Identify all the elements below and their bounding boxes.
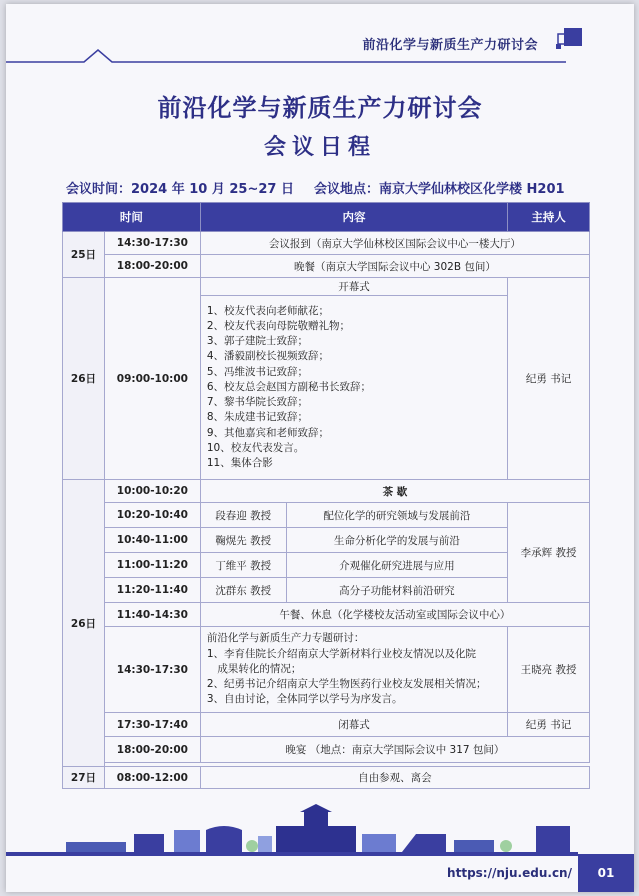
meeting-time <box>66 178 294 197</box>
header-time: 时间 <box>63 203 201 232</box>
time-cell: 14:30-17:30 <box>104 627 200 713</box>
list-item: 成果转化的情况； <box>206 662 302 675</box>
time-cell: 11:00-11:20 <box>104 553 200 578</box>
time-cell: 14:30-17:30 <box>104 232 200 255</box>
table-row <box>63 480 590 503</box>
time-cell: 18:00-20:00 <box>104 255 200 278</box>
topic-cell: 介观催化研究进展与应用 <box>286 553 507 578</box>
list-item: 8、朱成建书记致辞； <box>206 411 309 424</box>
meeting-place-value: 南京大学仙林校区化学楼 H201 <box>379 182 565 197</box>
table-row <box>63 503 590 528</box>
table-row <box>63 255 590 278</box>
speaker-cell: 鞠熀先 教授 <box>200 528 286 553</box>
meeting-place-label: 会议地点： <box>314 182 380 197</box>
table-row <box>63 713 590 737</box>
opening-ceremony-heading: 开幕式 <box>200 278 507 296</box>
opening-ceremony-list <box>200 296 507 480</box>
table-header-row <box>63 203 590 232</box>
list-item: 3、郭子建院士致辞； <box>206 335 309 348</box>
content-cell: 闭幕式 <box>200 713 507 737</box>
speaker-cell: 沈群东 教授 <box>200 578 286 603</box>
day-cell: 27日 <box>63 767 105 789</box>
time-cell: 11:40-14:30 <box>104 603 200 627</box>
page-subtitle: 会议日程 <box>263 135 376 160</box>
list-item: 1、李育佳院长介绍南京大学新材料行业校友情况以及化院 <box>206 647 477 660</box>
host-cell: 李承辉 教授 <box>508 503 590 603</box>
footer-url-link[interactable]: https://nju.edu.cn/ <box>447 866 572 880</box>
content-cell: 茶 歇 <box>200 480 589 503</box>
list-item: 前沿化学与新质生产力专题研讨： <box>206 632 365 645</box>
day-cell: 25日 <box>63 232 105 278</box>
header-decoration-line <box>6 48 634 68</box>
day-cell: 26日 <box>63 278 105 480</box>
table-row <box>63 737 590 763</box>
list-item: 5、冯维波书记致辞； <box>206 365 309 378</box>
list-item: 6、校友总会赵国方副秘书长致辞； <box>206 380 372 393</box>
host-cell: 王晓亮 教授 <box>508 627 590 713</box>
meeting-place <box>314 178 565 197</box>
content-cell: 自由参观、离会 <box>200 767 589 789</box>
meeting-time-label: 会议时间： <box>66 182 132 197</box>
header-logo-icon <box>556 26 584 52</box>
meeting-time-value: 2024 年 10 月 25~27 日 <box>131 182 294 197</box>
topic-cell: 生命分析化学的发展与前沿 <box>286 528 507 553</box>
list-item: 1、校友代表向老师献花； <box>206 304 330 317</box>
content-cell: 午餐、休息（化学楼校友活动室或国际会议中心） <box>200 603 589 627</box>
list-item: 10、校友代表发言。 <box>206 441 305 454</box>
time-cell: 09:00-10:00 <box>104 278 200 480</box>
speaker-cell: 丁维平 教授 <box>200 553 286 578</box>
host-cell: 纪勇 书记 <box>508 713 590 737</box>
seminar-list <box>200 627 507 713</box>
time-cell: 11:20-11:40 <box>104 578 200 603</box>
table-row <box>63 767 590 789</box>
host-cell: 纪勇 书记 <box>508 278 590 480</box>
document-page <box>6 4 634 892</box>
time-cell: 18:00-20:00 <box>104 737 200 763</box>
time-cell: 10:40-11:00 <box>104 528 200 553</box>
list-item: 2、纪勇书记介绍南京大学生物医药行业校友发展相关情况； <box>206 678 487 691</box>
header-content: 内容 <box>200 203 507 232</box>
time-cell: 10:00-10:20 <box>104 480 200 503</box>
table-row <box>63 603 590 627</box>
list-item: 3、自由讨论，全体同学以学号为序发言。 <box>206 693 403 706</box>
table-row <box>63 232 590 255</box>
time-cell: 08:00-12:00 <box>104 767 200 789</box>
speaker-cell: 段春迎 教授 <box>200 503 286 528</box>
day-cell: 26日 <box>63 480 105 767</box>
list-item: 7、黎书华院长致辞； <box>206 396 309 409</box>
time-cell: 17:30-17:40 <box>104 713 200 737</box>
page-title: 前沿化学与新质生产力研讨会 <box>157 94 483 122</box>
list-item: 11、集体合影 <box>206 456 273 469</box>
table-row <box>63 627 590 713</box>
footer-strip <box>6 852 578 856</box>
page-number: 01 <box>578 854 634 892</box>
list-item: 9、其他嘉宾和老师致辞； <box>206 426 330 439</box>
topic-cell: 高分子功能材料前沿研究 <box>286 578 507 603</box>
header-brand-title: 前沿化学与新质生产力研讨会 <box>362 38 538 53</box>
table-row <box>63 278 590 296</box>
content-cell: 会议报到（南京大学仙林校区国际会议中心一楼大厅） <box>200 232 589 255</box>
content-cell: 晚餐（南京大学国际会议中心 302B 包间） <box>200 255 589 278</box>
content-cell: 晚宴 （地点：南京大学国际会议中 317 包间） <box>200 737 589 763</box>
topic-cell: 配位化学的研究领域与发展前沿 <box>286 503 507 528</box>
header-host: 主持人 <box>508 203 590 232</box>
schedule-table <box>62 202 590 789</box>
list-item: 4、潘毅副校长视频致辞； <box>206 350 330 363</box>
list-item: 2、校友代表向母院敬赠礼物； <box>206 320 351 333</box>
time-cell: 10:20-10:40 <box>104 503 200 528</box>
